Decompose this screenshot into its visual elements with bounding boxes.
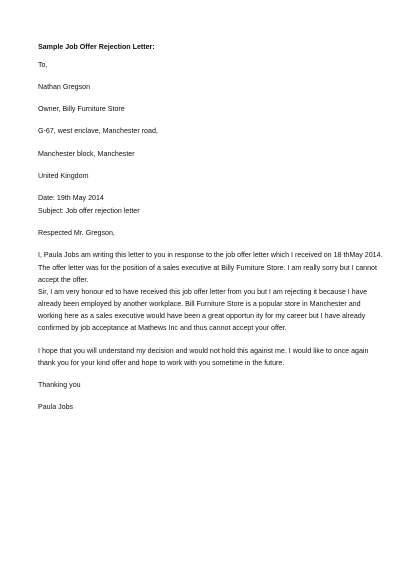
address-line-2: Manchester block, Manchester [38, 150, 135, 158]
body-line: The offer letter was for the position of a sales executive at Billy Furniture Store. I am really sorry but I cannot [38, 264, 377, 272]
signature: Paula Jobs [38, 403, 74, 411]
letter-title: Sample Job Offer Rejection Letter: [38, 43, 155, 51]
letter-date: Date: 19th May 2014 [38, 194, 104, 202]
body-line: accept the offer. [38, 276, 89, 284]
body-line: working here as a sales executive would have been a great opportun ity for my career but I have already [38, 312, 366, 320]
letter-subject: Subject: Job offer rejection letter [38, 207, 140, 215]
body-line: thank you for your kind offer and hope to work with you sometime in the future. [38, 359, 285, 367]
recipient-role: Owner, Billy Furniture Store [38, 105, 125, 113]
salutation-to: To, [38, 61, 48, 69]
closing: Thanking you [38, 381, 81, 389]
body-line: I hope that you will understand my decision and would not hold this against me. I would like to once again [38, 347, 369, 355]
body-line: I, Paula Jobs am writing this letter to you in response to the job offer letter which I received on 18 thMay 2014. [38, 251, 383, 259]
recipient-name: Nathan Gregson [38, 83, 91, 91]
body-line: already been employed by another workplace. Bill Furniture Store is a popular store in Manchester and [38, 300, 361, 308]
greeting: Respected Mr. Gregson, [38, 229, 115, 237]
body-line: Sir, I am very honour ed to have received this job offer letter from you but I am rejecting it because I have [38, 288, 368, 296]
country: United Kingdom [38, 172, 89, 180]
body-line: confirmed by job acceptance at Mathews Inc and thus cannot accept your offer. [38, 324, 287, 332]
address-line-1: G-67, west enclave, Manchester road, [38, 127, 158, 135]
